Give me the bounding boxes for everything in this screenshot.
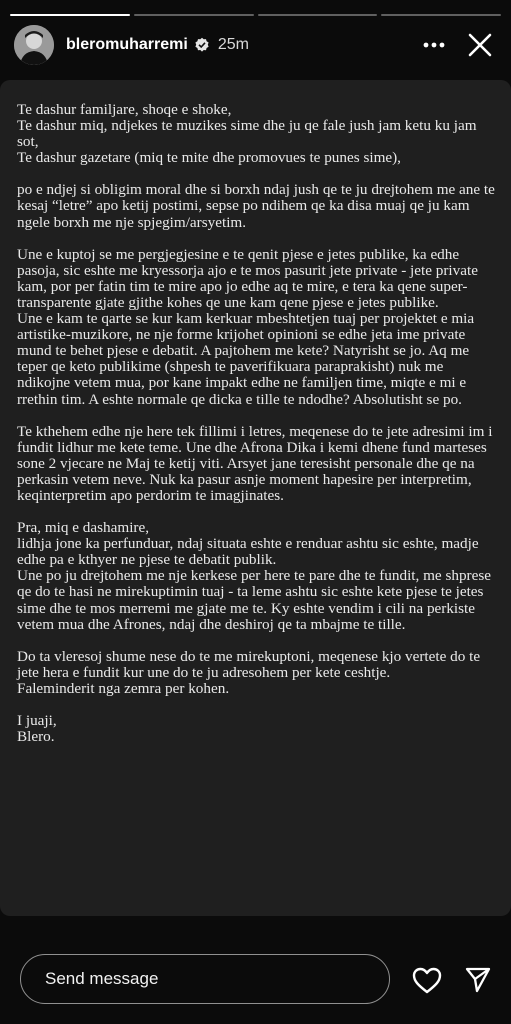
- story-footer: [0, 940, 511, 1024]
- close-icon[interactable]: [463, 28, 497, 62]
- progress-segment: [258, 14, 378, 16]
- letter-line: Pra, miq e dashamire,: [17, 519, 150, 537]
- letter-line: lidhja jone ka perfunduar, ndaj situata eshte e renduar ashtu sic eshte, madje edhe pa e kthyer ne pjese te debatit publik.: [17, 535, 479, 569]
- letter-line: Une e kam te qarte se kur kam kerkuar mbeshtetjen tuaj per projektet e mia artistike-muzikore, ne nje forme krijohet opinioni se edhe jeta ime private mund te behet pjese e debatit. A pajtohem me kete? Natyrisht se jo. Aq me teper qe keto publikime (shpesh te paverifikuara paraprakisht) nuk me ndikojne vetem mua, por kane impakt edhe ne familjen time, miqte e mi e rrethin tim. A eshte normale qe dicka e tille te ndodhe? Absolutisht se po.: [17, 310, 475, 408]
- send-message-placeholder: Send message: [45, 969, 159, 988]
- letter-line: Faleminderit nga zemra per kohen.: [17, 679, 230, 697]
- letter-line: Te dashur miq, ndjekes te muzikes sime dhe ju qe fale jush jam ketu ku jam sot,: [17, 117, 477, 151]
- verified-badge-icon: [194, 37, 210, 53]
- username[interactable]: bleromuharremi: [66, 36, 188, 53]
- progress-segment: [134, 14, 254, 16]
- letter-line: Te dashur familjare, shoqe e shoke,: [17, 101, 232, 118]
- letter-paragraph: [17, 102, 495, 166]
- letter-paragraph: [17, 247, 495, 408]
- post-time: 25m: [217, 36, 249, 53]
- progress-segment: [381, 14, 501, 16]
- letter-line: Une po ju drejtohem me nje kerkese per here te pare dhe te fundit, me shprese qe do te hasi ne mirekuptimin tuaj - ta leme ashtu sic eshte kete pjese te jetes sime dhe te mos merremi me gjate me te. Ky eshte vendim i cili na perkiste vetem mua dhe Afrones, ndaj dhe deshiroj qe ta mbajme te tille.: [17, 567, 492, 633]
- letter-paragraph: [17, 182, 495, 230]
- send-icon[interactable]: [462, 964, 494, 996]
- letter-line: I juaji,: [17, 712, 57, 729]
- story-content: [0, 80, 511, 916]
- letter-line: Blero.: [17, 728, 55, 746]
- story-header: [14, 24, 497, 66]
- heart-icon[interactable]: [411, 964, 443, 996]
- letter-text: [17, 102, 495, 761]
- progress-segment: [10, 14, 130, 16]
- letter-line: Do ta vleresoj shume nese do te me mirekuptoni, meqenese kjo vertete do te jete hera e fundit kur une do te ju adresohem per kete ceshtje.: [17, 647, 481, 681]
- letter-line: Une e kuptoj se me pergjegjesine e te qenit pjese e jetes publike, ka edhe pasoja, sic eshte me kryessorja ajo e te mos pasurit jete private - jete private kam, por per fatin tim te mire apo jo edhe aq te mire, e tera ka qene super-transparente gjate gjithe kohes qe une kam qene pjese e jetes publike.: [17, 245, 478, 311]
- letter-paragraph: [17, 520, 495, 633]
- more-icon[interactable]: [417, 28, 451, 62]
- story-progress-bar: [10, 14, 501, 16]
- send-message-input[interactable]: [20, 954, 390, 1004]
- letter-paragraph: [17, 649, 495, 697]
- letter-line: po e ndjej si obligim moral dhe si borxh ndaj jush qe te ju drejtohem me ane te kesaj “letre” apo ketij postimi, sepse po ndihem qe ka disa muaj qe ju kam ngele borxh me nje spjegim/arsyetim.: [17, 181, 495, 231]
- letter-paragraph: [17, 713, 495, 745]
- letter-paragraph: [17, 424, 495, 504]
- letter-line: Te dashur gazetare (miq te mite dhe promovues te punes sime),: [17, 149, 401, 167]
- avatar[interactable]: [14, 25, 54, 65]
- letter-line: Te kthehem edhe nje here tek fillimi i letres, meqenese do te jete adresimi im i fundit lidhur me kete teme. Une dhe Afrona Dika i kemi dhene fund marteses sone 2 vjecare ne Maj te ketij viti. Arsyet jane teresisht personale dhe qe na perkasin vetem neve. Nuk ka pasur asnje moment hapesire per interpretim, keqinterpretim apo perdorim te imagjinates.: [17, 422, 493, 504]
